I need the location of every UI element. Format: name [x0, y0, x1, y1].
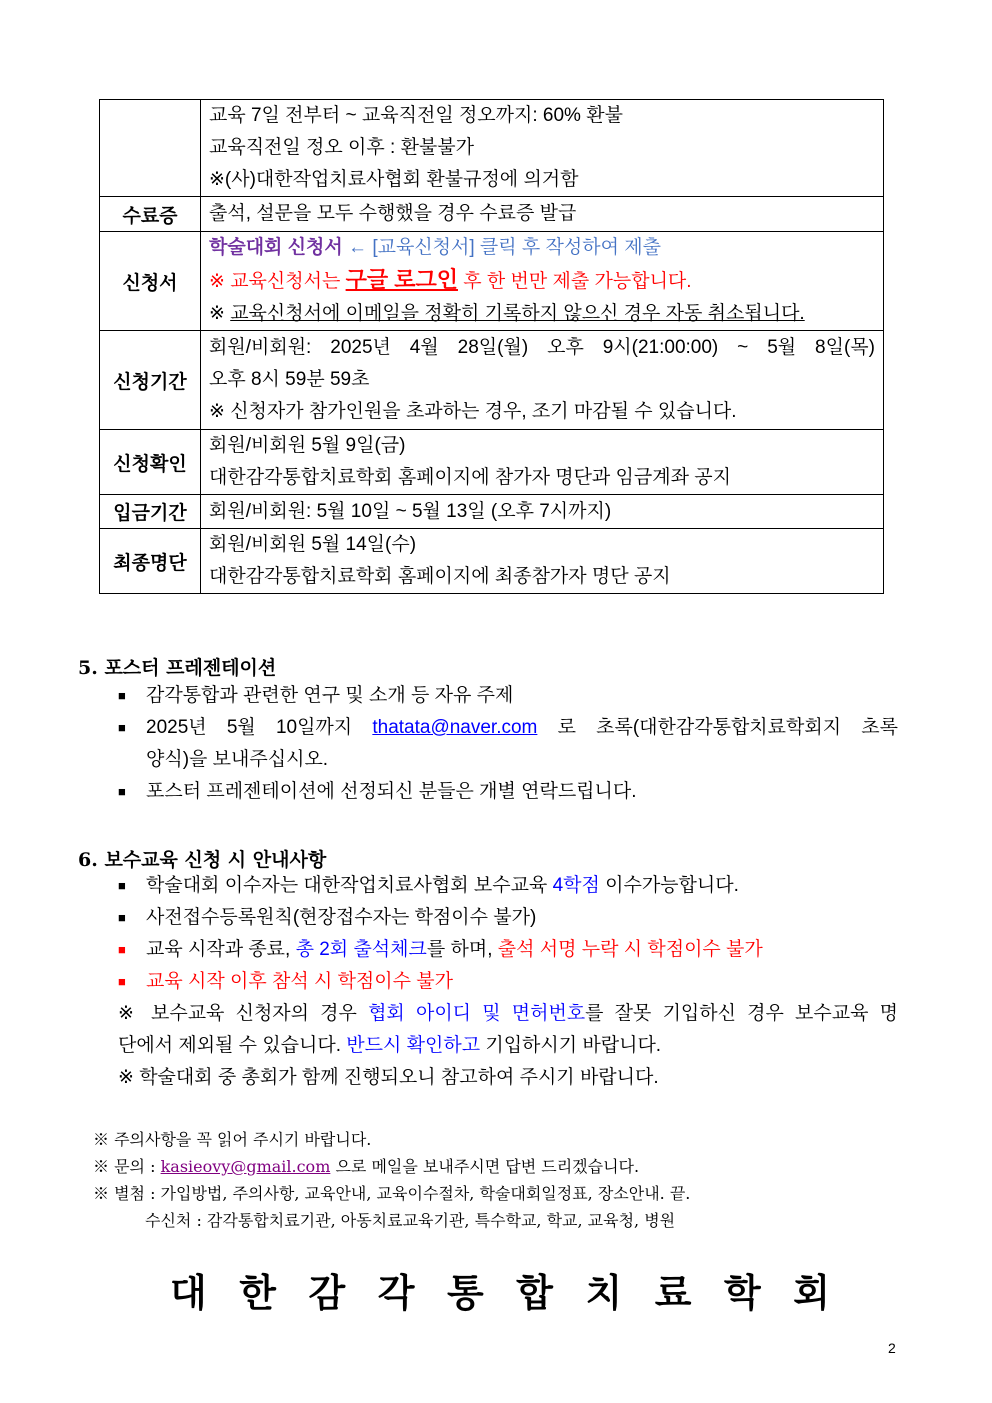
- section6-heading: 6. 보수교육 신청 시 안내사항: [78, 849, 327, 871]
- final-value: [201, 529, 884, 594]
- application-note-email: [209, 298, 875, 330]
- application-label: 신청서: [100, 232, 201, 331]
- section5-item-2-prefix: 2025년 5월 10일까지: [146, 717, 353, 739]
- footer-line-3: ※ 별첨 : 가입방법, 주의사항, 교육안내, 교육이수절차, 학술대회일정표, 장소안내. 끝.: [93, 1184, 691, 1203]
- contact-email-link[interactable]: kasieovy@gmail.com: [160, 1157, 331, 1176]
- section5-item-3-text: 포스터 프레젠테이션에 선정되신 분들은 개별 연락드립니다.: [146, 781, 637, 803]
- period-line-2: 오후 8시 59분 59초: [209, 369, 370, 390]
- payment-value: 회원/비회원: 5월 10일 ~ 5월 13일 (오후 7시까지): [201, 495, 884, 529]
- credit-emphasis: 4학점: [552, 875, 600, 897]
- certificate-value: 출석, 설문을 모두 수행했을 경우 수료증 발급: [201, 197, 884, 232]
- section6-item-2-text: 사전접수등록원칙(현장접수자는 학점이수 불가): [146, 907, 537, 929]
- footer-recipients: 수신처 : 감각통합치료기관, 아동치료교육기관, 특수학교, 학교, 교육청, 병원: [145, 1211, 676, 1230]
- row-refund: [100, 100, 884, 197]
- section6-item-3: [118, 934, 898, 966]
- section5-item-2-cont: 양식)을 보내주십시오.: [146, 749, 329, 770]
- bullet-icon: ■: [118, 784, 126, 799]
- confirm-label: 신청확인: [100, 430, 201, 495]
- confirm-line-2: 대한감각통합치료학회 홈페이지에 참가자 명단과 임금계좌 공지: [209, 467, 731, 488]
- section6-item-2: [118, 902, 898, 934]
- row-payment: [100, 495, 884, 529]
- refund-line-1: 교육 7일 전부터 ~ 교육직전일 정오까지: 60% 환불: [209, 105, 623, 126]
- note-email-text: 교육신청서에 이메일을 정확히 기록하지 않으신 경우 자동 취소됩니다.: [230, 303, 805, 324]
- org-char: 치: [585, 1270, 623, 1315]
- section6-item-3-a: 교육 시작과 종료,: [146, 939, 291, 961]
- row-period: [100, 331, 884, 430]
- section6-item-3-c: 를 하며,: [426, 939, 493, 961]
- section6-item-1-prefix: 학술대회 이수자는 대한작업치료사협회 보수교육: [146, 875, 548, 897]
- period-value: [201, 331, 884, 430]
- row-confirm: [100, 430, 884, 495]
- bullet-icon: ■: [118, 910, 126, 925]
- application-link-title[interactable]: 학술대회 신청서: [209, 237, 343, 258]
- org-char: 료: [654, 1270, 692, 1315]
- refund-line-3: ※(사)대한작업치료사협회 환불규정에 의거함: [209, 169, 579, 190]
- section5-item-2-suffix: 로 초록(대한감각통합치료학회지 초록: [557, 717, 898, 739]
- org-char: 각: [377, 1270, 415, 1315]
- org-char: 한: [239, 1270, 276, 1315]
- row-certificate: [100, 197, 884, 232]
- section5-item-1-text: 감각통합과 관련한 연구 및 소개 등 자유 주제: [146, 685, 514, 707]
- section5-item-2: [118, 712, 898, 744]
- info-table: [99, 99, 884, 594]
- application-link-line[interactable]: [209, 232, 875, 264]
- section5-item-3: [118, 776, 898, 808]
- final-label: 최종명단: [100, 529, 201, 594]
- application-value: [201, 232, 884, 331]
- section6-item-1-suffix: 이수가능합니다.: [605, 875, 739, 897]
- bullet-icon: ■: [118, 942, 126, 957]
- org-char: 회: [793, 1270, 830, 1315]
- org-char: 통: [447, 1270, 484, 1315]
- section6-item-4-text: 교육 시작 이후 참석 시 학점이수 불가: [146, 971, 453, 993]
- bullet-icon: ■: [118, 974, 126, 989]
- refund-label-cell: [100, 100, 201, 197]
- period-line-3: ※ 신청자가 참가인원을 초과하는 경우, 조기 마감될 수 있습니다.: [209, 401, 737, 422]
- final-line-2: 대한감각통합치료학회 홈페이지에 최종참가자 명단 공지: [209, 566, 671, 587]
- application-link-hint[interactable]: [교육신청서] 클릭 후 작성하여 제출: [372, 237, 661, 258]
- certificate-label: 수료증: [100, 197, 201, 232]
- payment-label: 입금기간: [100, 495, 201, 529]
- signature-missing-warning: 출석 서명 누락 시 학점이수 불가: [497, 939, 763, 961]
- section5-item-1: [118, 680, 898, 712]
- bullet-icon: ■: [118, 688, 126, 703]
- section6-note-2: ※ 학술대회 중 총회가 함께 진행되오니 참고하여 주시기 바랍니다.: [118, 1067, 659, 1088]
- google-login-emphasis: 구글 로그인: [345, 267, 458, 292]
- section6-note-1-line-2: [118, 1030, 898, 1062]
- confirm-value: [201, 430, 884, 495]
- section6-note-1-line-1: [118, 998, 898, 1030]
- footer-contact-suffix: 으로 메일을 보내주시면 답변 드리겠습니다.: [335, 1157, 640, 1176]
- application-note-login: [209, 264, 875, 298]
- refund-line-2: 교육직전일 정오 이후 : 환불불가: [209, 137, 474, 158]
- note-email-prefix: ※: [209, 303, 225, 324]
- org-char: 감: [308, 1270, 346, 1315]
- footer-line-1: ※ 주의사항을 꼭 읽어 주시기 바랍니다.: [93, 1130, 372, 1149]
- note-login-suffix: 후 한 번만 제출 가능합니다.: [463, 271, 692, 292]
- period-label: 신청기간: [100, 331, 201, 430]
- license-id-emphasis: 협회 아이디 및 면허번호: [368, 1003, 586, 1024]
- section5-heading: 5. 포스터 프레젠테이션: [78, 657, 277, 679]
- confirm-line-1: 회원/비회원 5월 9일(금): [209, 435, 406, 456]
- row-final: [100, 529, 884, 594]
- footer-line-2: [93, 1154, 639, 1177]
- final-line-1: 회원/비회원 5월 14일(수): [209, 534, 417, 555]
- org-char: 합: [516, 1270, 553, 1315]
- arrow-left-icon: ←: [348, 237, 368, 258]
- organization-name: [170, 1262, 830, 1317]
- note1-f: 기입하시기 바랍니다.: [485, 1035, 662, 1056]
- org-char: 학: [724, 1270, 761, 1315]
- note-login-prefix: ※ 교육신청서는: [209, 271, 341, 292]
- note1-a: ※ 보수교육 신청자의 경우: [118, 1003, 357, 1024]
- footer-contact-prefix: ※ 문의 :: [93, 1157, 156, 1176]
- period-line-1: 회원/비회원: 2025년 4월 28일(월) 오후 9시(21:00:00) ~ 5월 8일(목): [209, 337, 875, 358]
- bullet-icon: ■: [118, 878, 126, 893]
- section6-item-4: [118, 966, 898, 998]
- refund-value: [201, 100, 884, 197]
- note1-c: 를 잘못 기입하신 경우 보수교육 명: [585, 1003, 898, 1024]
- row-application: [100, 232, 884, 331]
- confirm-emphasis: 반드시 확인하고: [346, 1035, 481, 1056]
- page-number: 2: [888, 1340, 896, 1356]
- section6-item-1: [118, 870, 898, 902]
- note1-d: 단에서 제외될 수 있습니다.: [118, 1035, 342, 1056]
- attendance-check-emphasis: 총 2회 출석체크: [295, 939, 427, 961]
- poster-email-link[interactable]: thatata@naver.com: [372, 717, 538, 739]
- bullet-icon: ■: [118, 720, 126, 735]
- org-char: 대: [170, 1270, 207, 1315]
